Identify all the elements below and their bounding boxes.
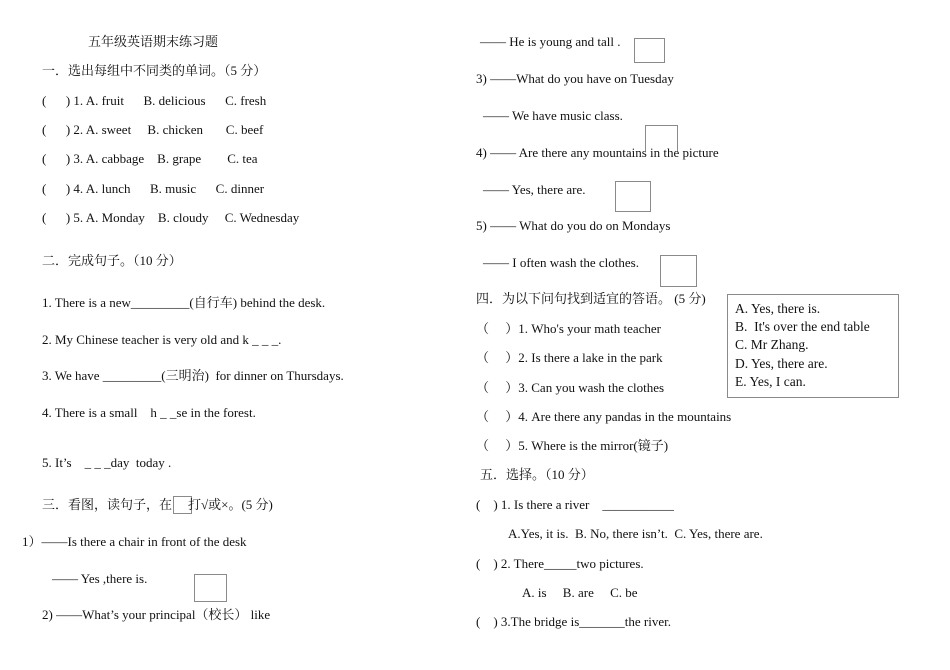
answer-box-1[interactable] xyxy=(194,574,227,602)
answer-box-2[interactable] xyxy=(634,38,665,63)
answer-option: D. Yes, there are. xyxy=(735,356,828,371)
section-3-question-2: 2) ——What’s your principal（校长） like xyxy=(42,607,271,622)
section-4-heading: 四．为以下问句找到适宜的答语。 (5 分) xyxy=(476,291,706,306)
section-1-item: ( ) 4. A. lunch B. music C. dinner xyxy=(42,181,265,196)
section-1-item: ( ) 3. A. cabbage B. grape C. tea xyxy=(42,151,258,166)
answer-option: C. Mr Zhang. xyxy=(735,337,809,352)
section-1-item: ( ) 5. A. Monday B. cloudy C. Wednesday xyxy=(42,210,300,225)
section-2-item: 1. There is a new_________(自行车) behind the desk. xyxy=(42,295,326,310)
section-2-item: 4. There is a small h _ _se in the forest. xyxy=(42,405,256,420)
section-3-answer-5: —— I often wash the clothes. xyxy=(483,255,639,270)
answer-option: B. It's over the end table xyxy=(735,319,870,334)
section-3-answer-3: —— We have music class. xyxy=(483,108,623,123)
section-3-question-5: 5) —— What do you do on Mondays xyxy=(476,218,671,233)
section-1-heading: 一．选出每组中不同类的单词。（5 分） xyxy=(42,63,267,78)
section-5-question-1: ( ) 1. Is there a river ___________ xyxy=(476,497,674,512)
section-3-answer-2: —— He is young and tall . xyxy=(480,34,621,49)
section-3-question-3: 3) ——What do you have on Tuesday xyxy=(476,71,674,86)
answer-box-4[interactable] xyxy=(615,181,651,212)
answer-options-box xyxy=(727,294,899,398)
section-3-heading-end: 打√或×。(5 分) xyxy=(188,497,273,512)
section-3-answer-1: —— Yes ,there is. xyxy=(52,571,148,586)
section-2-item: 3. We have _________(三明治) for dinner on Thursdays. xyxy=(42,368,344,383)
section-4-item: （ ）2. Is there a lake in the park xyxy=(476,350,663,365)
section-3-heading-start: 三．看图，读句子，在 xyxy=(42,497,173,512)
section-2-item: 5. It’s _ _ _day today . xyxy=(42,455,172,470)
section-4-item: （ ）3. Can you wash the clothes xyxy=(476,380,665,395)
section-3-question-1: 1）——Is there a chair in front of the desk xyxy=(22,534,247,549)
section-1-item: ( ) 2. A. sweet B. chicken C. beef xyxy=(42,122,264,137)
section-3-answer-4: —— Yes, there are. xyxy=(483,182,586,197)
section-5-options-1: A.Yes, it is. B. No, there isn’t. C. Yes, there are. xyxy=(508,526,763,541)
document-title: 五年级英语期末练习题 xyxy=(88,34,219,49)
section-2-heading: 二．完成句子。（10 分） xyxy=(42,253,182,268)
section-5-question-2: ( ) 2. There_____two pictures. xyxy=(476,556,644,571)
section-5-options-2: A. is B. are C. be xyxy=(522,585,638,600)
answer-box-5[interactable] xyxy=(660,255,697,287)
answer-option: E. Yes, I can. xyxy=(735,374,806,389)
section-4-item: （ ）5. Where is the mirror(镜子) xyxy=(476,438,669,453)
section-4-item: （ ）1. Who's your math teacher xyxy=(476,321,662,336)
section-2-item: 2. My Chinese teacher is very old and k _ _ _. xyxy=(42,332,282,347)
section-5-heading: 五．选择。（10 分） xyxy=(480,467,594,482)
section-4-item: （ ）4. Are there any pandas in the mountains xyxy=(476,409,732,424)
section-5-question-3: ( ) 3.The bridge is_______the river. xyxy=(476,614,671,629)
section-1-item: ( ) 1. A. fruit B. delicious C. fresh xyxy=(42,93,267,108)
section-3-question-4: 4) —— Are there any mountains in the picture xyxy=(476,145,719,160)
answer-box-3[interactable] xyxy=(645,125,678,151)
answer-option: A. Yes, there is. xyxy=(735,301,821,316)
